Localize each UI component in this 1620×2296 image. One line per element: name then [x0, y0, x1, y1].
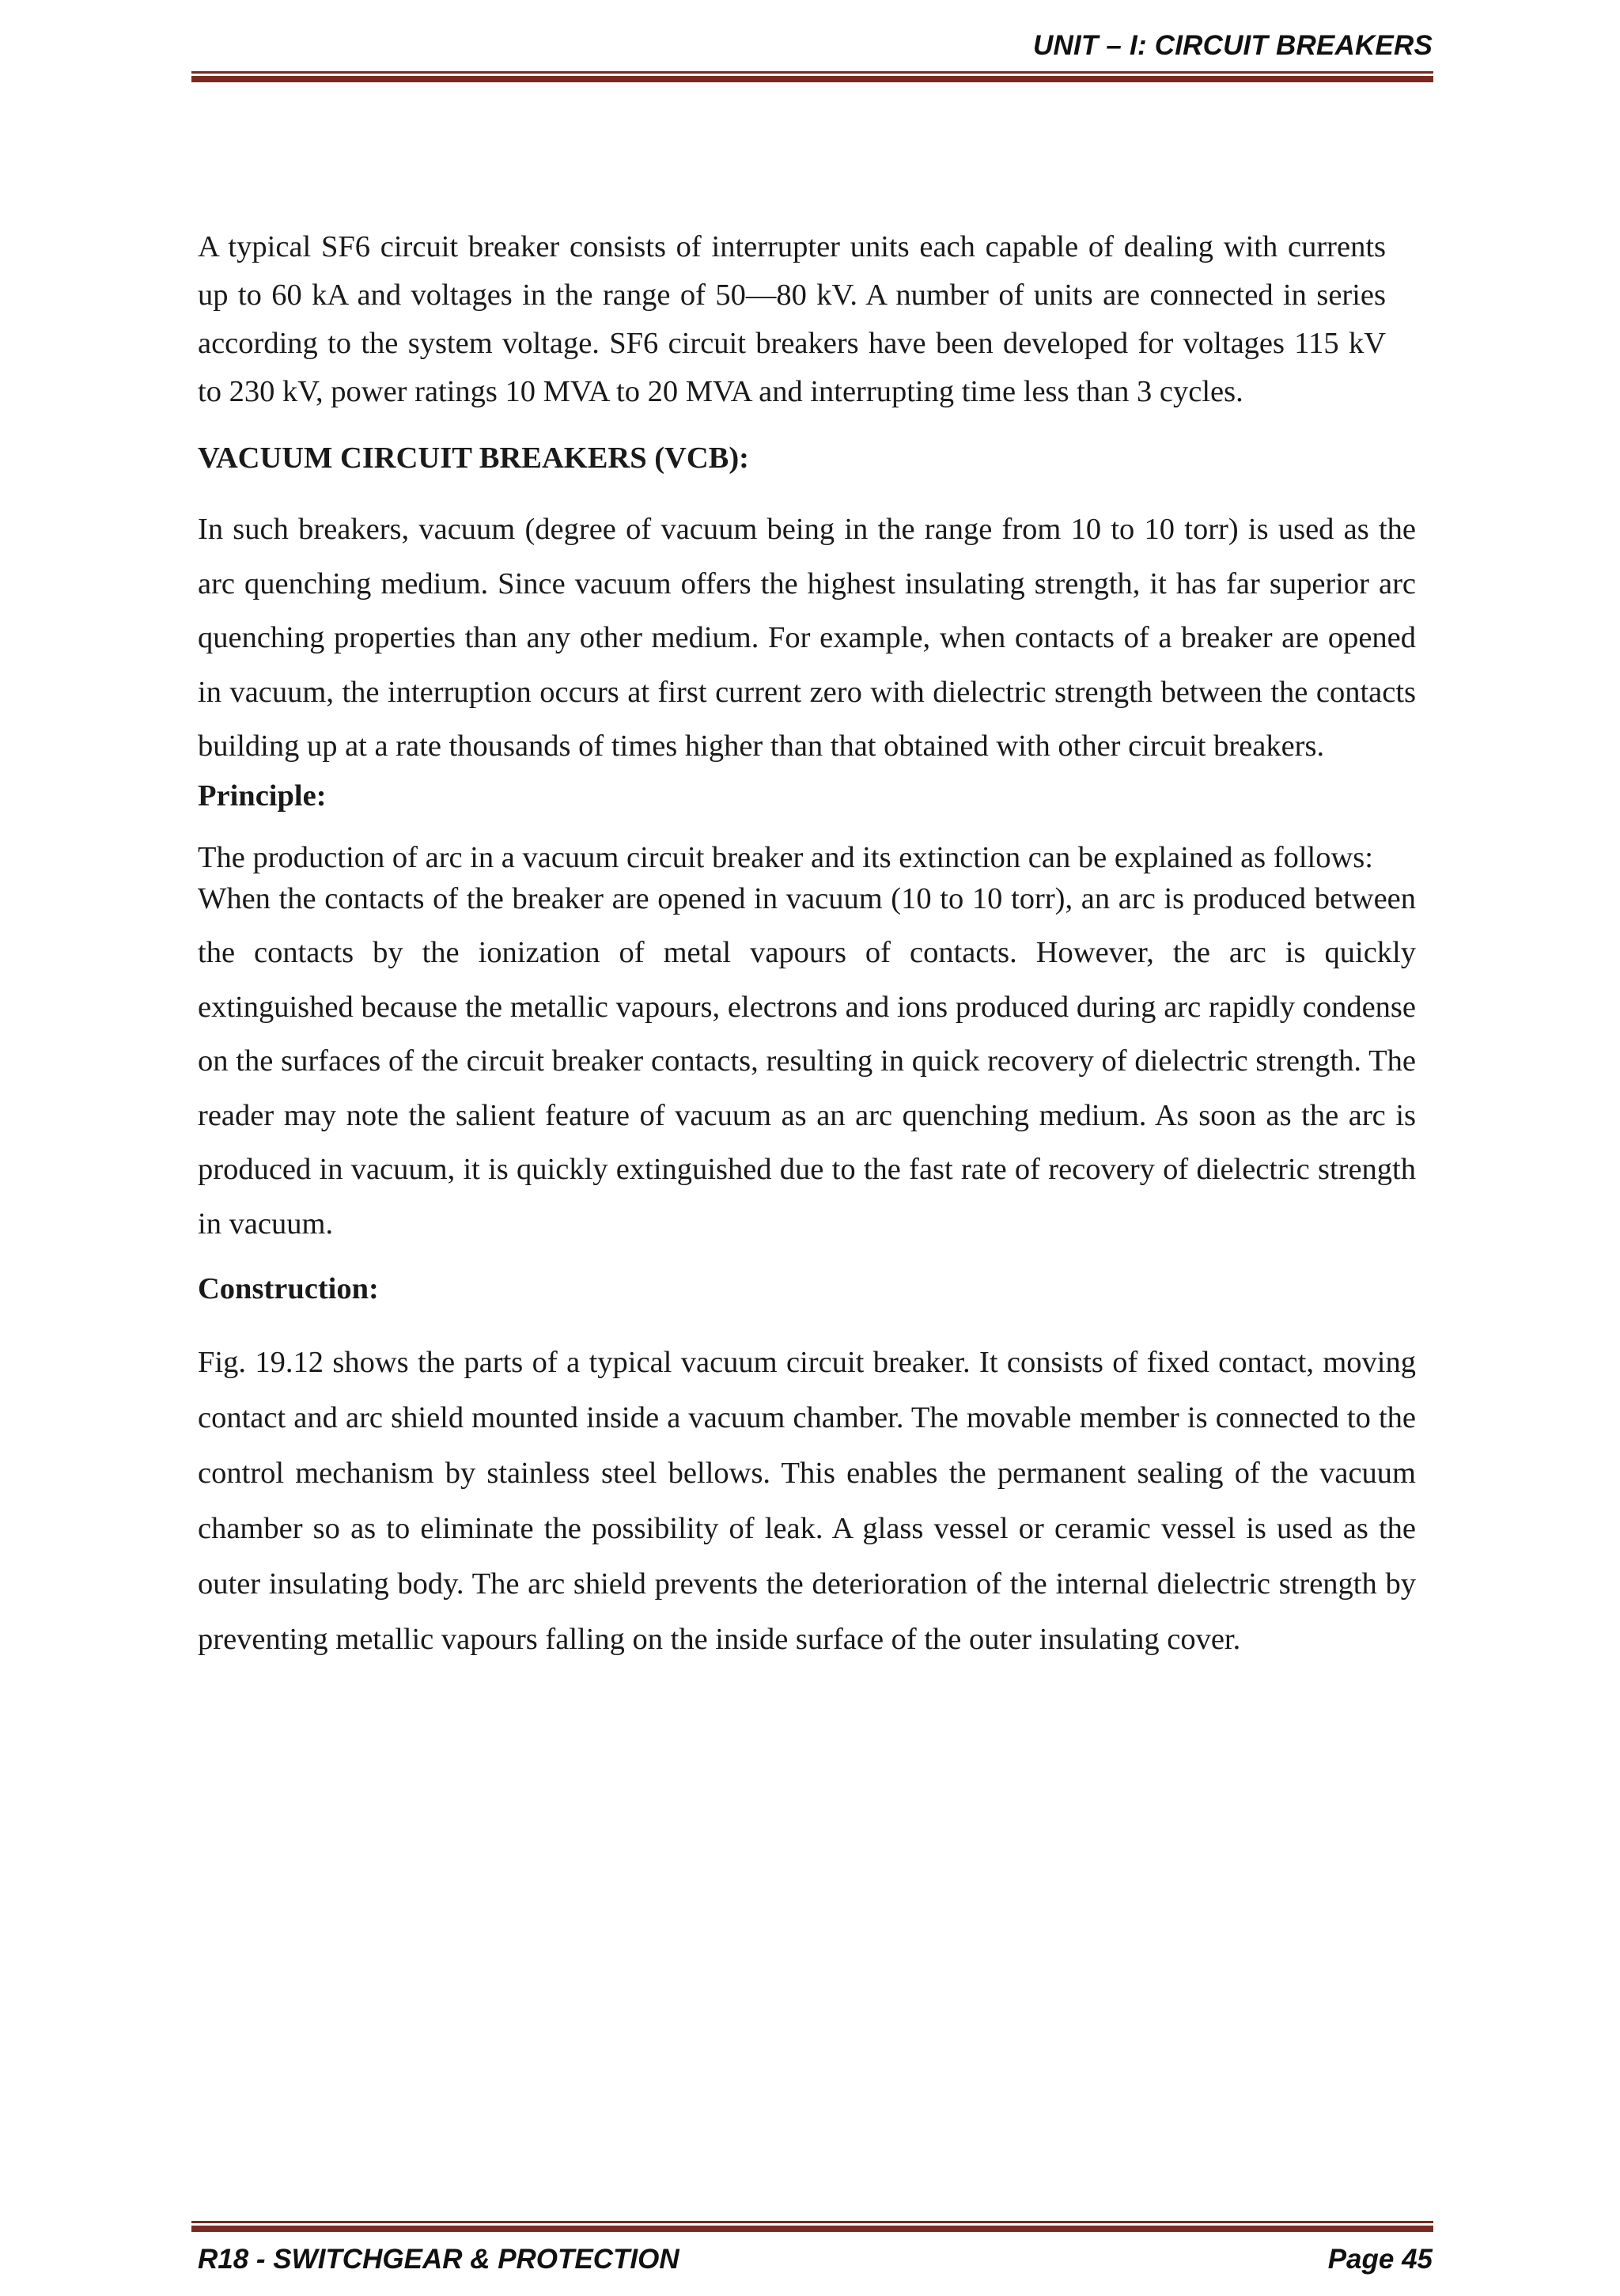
- principle-paragraph: When the contacts of the breaker are opened in vacuum (10 to 10 torr), an arc is produced between the contacts by the ionization of metal vapours of contacts. However, the arc is quickly extinguished because the metallic vapours, electrons and ions produced during arc rapidly condense on the surfaces of the circuit breaker contacts, resulting in quick recovery of dielectric strength. The reader may note the salient feature of vacuum as an arc quenching medium. As soon as the arc is produced in vacuum, it is quickly extinguished due to the fast rate of recovery of dielectric strength in vacuum.: [198, 881, 1416, 1241]
- construction-paragraph: Fig. 19.12 shows the parts of a typical vacuum circuit breaker. It consists of fixed contact, moving contact and arc shield mounted inside a vacuum chamber. The movable member is connected to the control mechanism by stainless steel bellows. This enables the permanent sealing of the vacuum chamber so as to eliminate the possibility of leak. A glass vessel or ceramic vessel is used as the outer insulating body. The arc shield prevents the deterioration of the internal dielectric strength by preventing metallic vapours falling on the inside surface of the outer insulating cover.: [198, 1346, 1416, 1656]
- principle-heading: Principle:: [198, 779, 327, 813]
- vcb-heading: VACUUM CIRCUIT BREAKERS (VCB):: [198, 441, 749, 475]
- sf6-paragraph: A typical SF6 circuit breaker consists of interrupter units each capable of dealing with currents up to 60 kA and voltages in the range of 50—80 kV. A number of units are connected in series according to the system voltage. SF6 circuit breakers have been developed for voltages 115 kV to 230 kV, power ratings 10 MVA to 20 MVA and interrupting time less than 3 cycles.: [198, 230, 1386, 408]
- vcb-paragraph: In such breakers, vacuum (degree of vacuum being in the range from 10 to 10 torr) is used as the arc quenching medium. Since vacuum offers the highest insulating strength, it has far superior arc quenching properties than any other medium. For example, when contacts of a breaker are opened in vacuum, the interruption occurs at first current zero with dielectric strength between the contacts building up at a rate thousands of times higher than that obtained with other circuit breakers.: [198, 513, 1416, 763]
- page-content: [198, 223, 1416, 1667]
- footer-course: R18 - SWITCHGEAR & PROTECTION: [198, 2244, 679, 2275]
- header-rule: [191, 71, 1433, 82]
- footer-rule: [191, 2221, 1433, 2232]
- page-header-title: UNIT – I: CIRCUIT BREAKERS: [1033, 30, 1433, 61]
- principle-intro: The production of arc in a vacuum circuit breaker and its extinction can be explained as follows:: [198, 840, 1373, 874]
- footer-page-number: Page 45: [1327, 2244, 1433, 2275]
- construction-heading: Construction:: [198, 1272, 379, 1305]
